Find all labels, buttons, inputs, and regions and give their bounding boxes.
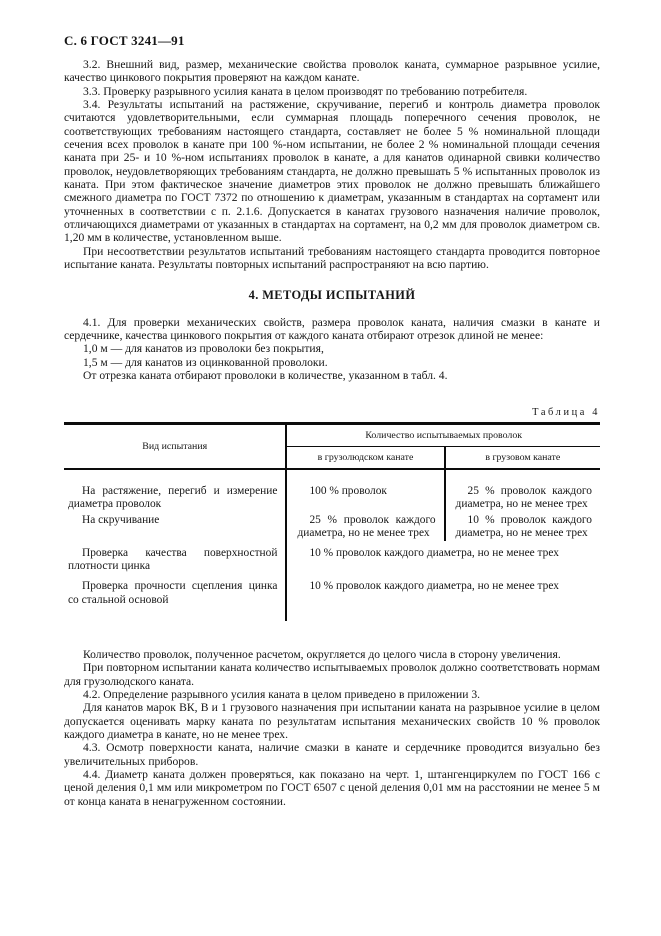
- paragraph-4-2: 4.2. Определение разрывного усилия каната в целом приведено в приложении 3.: [83, 687, 481, 701]
- table-row: [64, 513, 600, 541]
- list-item-length-1: 1,0 м — для канатов из проволоки без покрытия,: [83, 342, 324, 356]
- page-header: С. 6 ГОСТ 3241—91: [64, 33, 185, 48]
- paragraph-4-1-note: От отрезка каната отбирают проволоки в количестве, указанном в табл. 4.: [83, 368, 448, 382]
- cell-cargo-people-value: 100 % проволок: [286, 469, 444, 512]
- paragraph-3-2: 3.2. Внешний вид, размер, механические свойства проволок каната, суммарное разрывное усилие, качество цинкового покрытия проверяют на каждом канате.: [64, 58, 600, 85]
- paragraph-4-1: 4.1. Для проверки механических свойств, размера проволок каната, наличия смазки в канате и сердечнике, качества цинкового покрытия от каждого каната отбирают отрезок длиной не менее:: [64, 315, 600, 342]
- paragraph-4-3: 4.3. Осмотр поверхности каната, наличие смазки в канате и сердечнике проводится визуально без увеличительных приборов.: [64, 741, 600, 768]
- table-row: [64, 541, 600, 574]
- cell-both-value: 10 % проволок каждого диаметра, но не менее трех: [286, 541, 600, 574]
- table-row: [64, 574, 600, 620]
- paragraph-wire-count-rounding: Количество проволок, полученное расчетом, округляется до целого числа в сторону увеличения.: [83, 647, 561, 661]
- cell-cargo-value: 10 % проволок каждого диаметра, но не менее трех: [445, 513, 600, 541]
- paragraph-repeat-test-note: При повторном испытании каната количество испытываемых проволок должно соответствовать нормам для грузолюдского каната.: [64, 661, 600, 688]
- table-row: [64, 469, 600, 512]
- cell-test-type: Проверка качества поверхностной плотности цинка: [68, 547, 278, 573]
- list-item-length-2: 1,5 м — для канатов из оцинкованной проволоки.: [83, 355, 328, 369]
- section-3-text: [64, 58, 600, 272]
- cell-test-type: На скручивание: [82, 513, 160, 526]
- paragraph-3-4: 3.4. Результаты испытаний на растяжение, скручивание, перегиб и контроль диаметра проволок считаются удовлетворительными, если суммарная площадь поперечного сечения проволок, не соответствующих требованиям настоящего стандарта, составляет не более 5 % номинальной площади сечения всех проволок в канате при 100 %-ном испытании, не более 2 % номинальной площади сечения каната при 25- и 10 %-ном испытаниях проволок в канате, а для канатов одинарной свивки количество проволок, неудовлетворяющих требованиям стандарта, не должно превышать 5 % испытанных проволок из каната. При этом фактическое значение диаметров этих проволок не должно превышать ближайшего смежного диаметра по ГОСТ 7372 по отношению к диаметрам, указанным в стандартах на сортамент или уточненных в соответствии с п. 2.1.6. Допускается в канатах грузового назначения наличие проволок, отличающихся диаметрами от указанных в стандартах на сортамент, на 0,2 мм для проволок диаметром св. 1,20 мм в количестве, установленном выше.: [64, 98, 600, 245]
- column-group-header: Количество испытываемых проволок: [286, 424, 600, 447]
- cell-test-type: Проверка прочности сцепления цинка со стальной основой: [68, 580, 278, 606]
- section-4-intro: [64, 316, 600, 383]
- paragraph-3-3: 3.3. Проверку разрывного усилия каната в целом производят по требованию потребителя.: [83, 84, 528, 98]
- table-label: Таблица 4: [532, 407, 600, 419]
- cell-cargo-value: 25 % проволок каждого диаметра, но не менее трех: [445, 469, 600, 512]
- table-header: [64, 424, 600, 470]
- paragraph-3-4-cont: При несоответствии результатов испытаний требованиям настоящего стандарта проводится повторное испытание каната. Результаты повторных испытаний распространяют на всю партию.: [64, 244, 600, 272]
- column-header-test-type: Вид испытания: [142, 441, 208, 453]
- column-header-cargo: в грузовом канате: [445, 447, 600, 470]
- cell-test-type: На растяжение, перегиб и измерение диаметра проволок: [68, 485, 278, 511]
- cell-both-value: 10 % проволок каждого диаметра, но не менее трех: [286, 574, 600, 620]
- paragraph-4-2-cont: Для канатов марок ВК, В и 1 грузового назначения при испытании каната на разрывное усилие в целом допускается оценивать марку каната по результатам испытания механических свойств 10 % проволок каждого диаметра в канате, но не менее трех.: [64, 701, 600, 741]
- after-table-text: [64, 648, 600, 808]
- paragraph-4-4: 4.4. Диаметр каната должен проверяться, как показано на черт. 1, штангенциркулем по ГОСТ 166 с ценой деления 0,1 мм или микрометром по ГОСТ 6507 с ценой деления 0,01 мм на расстоянии не менее 5 м от конца каната в ненагруженном состоянии.: [64, 767, 600, 808]
- test-wire-count-table: [64, 422, 600, 621]
- cell-cargo-people-value: 25 % проволок каждого диаметра, но не менее трех: [286, 513, 444, 541]
- column-header-cargo-people: в грузолюдском канате: [286, 447, 444, 470]
- section-4-heading: 4. МЕТОДЫ ИСПЫТАНИЙ: [248, 287, 416, 302]
